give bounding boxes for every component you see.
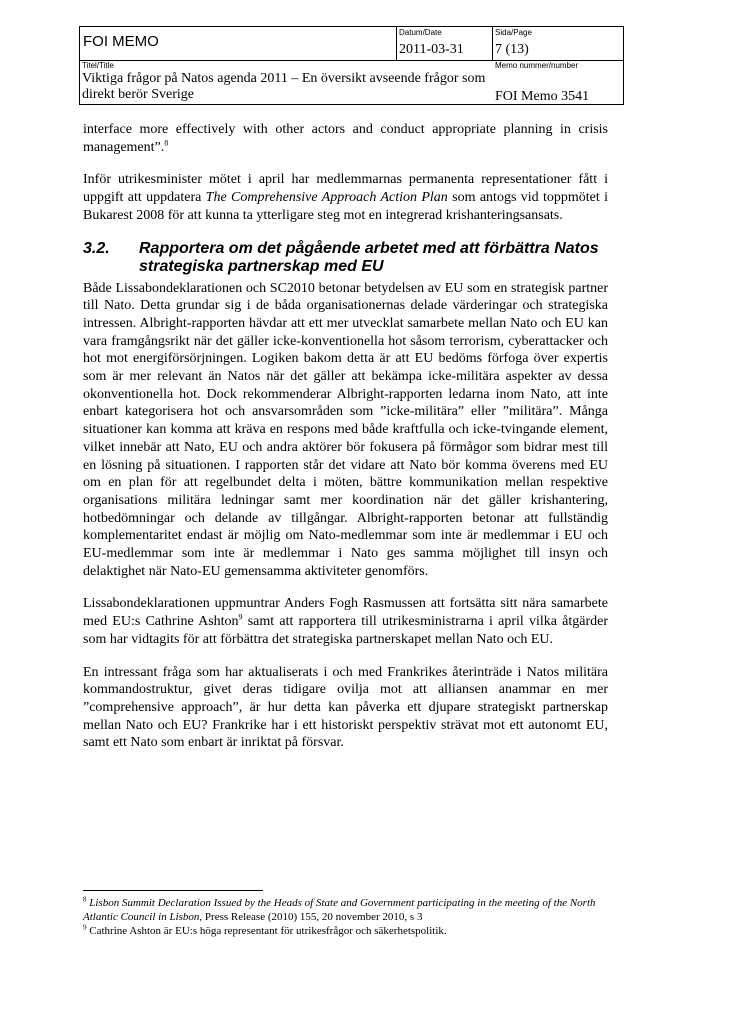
footnote-8 [83,896,608,924]
memo-title: Viktiga frågor på Natos agenda 2011 – En översikt avseende frågor som direkt berör Sverige [82,71,486,102]
header-divider-date [396,27,397,60]
footnote-ref-8[interactable]: 8 [164,138,169,148]
footnotes [83,896,608,938]
page-label: Sida/Page [495,28,532,37]
section-title: Rapportera om det pågående arbetet med att förbättra Natos strategiska partnerskap med EU [139,239,599,275]
paragraph-1-text: interface more effectively with other actors and conduct appropriate planning in crisis management”. [83,122,608,155]
memo-header [79,26,624,105]
paragraph-2-text-end: som antogs vid toppmötet i Bukarest 2008 för att kunna ta ytterligare steg mot en integrerad krishanteringsansats. [83,190,608,223]
paragraph-2-text: Inför utrikesminister mötet i april har medlemmarnas permanenta representationer fått i uppgift att uppdatera [83,172,608,206]
footnote-ref-9[interactable]: 9 [238,612,243,622]
paragraph-5: En intressant fråga som har aktualiserats i och med Frankrikes återinträde i Natos militära kommandostruktur, givet deras tidigare ovilja mot att alliansen anammar en mer ”comprehensive approach”, är hur detta kan påverka ett djupare strategiskt partnerskap mellan Nato och EU? Frankrike har i ett historiskt perspektiv strävat mot ett autonomt EU, samt ett Nato som enbart är inriktat på försvar. [83,664,608,751]
title-label: Titel/Title [82,61,114,70]
paragraph-1 [83,121,608,156]
memo-number: FOI Memo 3541 [495,89,590,104]
date-value: 2011-03-31 [399,42,464,57]
footnote-8-details: , Press Release (2010) 155, 20 november 2010, s 3 [199,911,423,923]
footnote-9-number: 9 [83,923,87,932]
memo-body [83,121,608,767]
date-label: Datum/Date [399,28,442,37]
section-number: 3.2. [83,239,110,257]
paragraph-4 [83,595,608,648]
footnote-separator [83,890,263,891]
paragraph-2 [83,171,608,224]
footnote-8-source: Lisbon Summit Declaration Issued by the Heads of State and Government participating in the meeting of the North Atlantic Council in Lisbon [83,897,596,923]
action-plan-title: The Comprehensive Approach Action Plan [205,190,448,206]
footnote-8-number: 8 [83,895,87,904]
footnote-9 [83,924,608,938]
header-org: FOI MEMO [83,33,159,50]
page-value: 7 (13) [495,42,529,57]
paragraph-4-text-end: samt att rapportera till utrikesministrarna i april vilka åtgärder som har vidtagits för att förbättra det strategiska partnerskapet mellan Nato och EU. [83,614,608,647]
paragraph-3: Både Lissabondeklarationen och SC2010 betonar betydelsen av EU som en strategisk partner till Nato. Detta grundar sig i de båda organisationernas delade värderingar och strategiska intressen. Albright-rapporten hävdar att ett mer utvecklat samarbete mellan Nato och EU kan vara framgångsrikt när det gäller icke-konventionella hot såsom terrorism, cyberattacker och hot mot energiförsörjningen. Logiken bakom detta är att EU bedöms förfoga över expertis som är mer relevant än Natos när det gäller att bekämpa icke-militära aspekter av dessa okonventionella hot. Dock rekommenderar Albright-rapporten ledarna inom Nato, att inte enbart kategorisera hot och ansvarsområden som ”icke-militära” eller ”militära”. Många situationer kan komma att kräva en respons med både kraftfulla och icke-tvingande element, vilket innebär att Nato, EU och andra aktörer bör fokusera på förmågor som bidrar mest till en lösning på situationen. I rapporten står det vidare att Nato bör komma överens med EU om en plan för att regelbundet delta i möten, bättre kommunikation mellan respektive organisations militära ledningar samt mer koordination när det gäller krishantering, hotbedömningar och delande av tillgångar. Albright-rapporten betonar att fullständig komplementaritet endast är möjlig om Nato-medlemmar som inte är medlemmar i EU och EU-medlemmar som inte är medlemmar i Nato ges samma möjlighet till insyn och delaktighet när Nato-EU gemensamma aktiviteter genomförs. [83,280,608,579]
memo-number-label: Memo nummer/number [495,61,579,70]
section-heading [83,240,608,276]
header-divider-page [492,27,493,60]
footnote-9-text: Cathrine Ashton är EU:s höga representant för utrikesfrågor och säkerhetspolitik. [89,925,447,937]
paragraph-4-text: Lissabondeklarationen uppmuntrar Anders Fogh Rasmussen att fortsätta sitt nära samarbete med EU:s Cathrine Ashton [83,596,608,630]
